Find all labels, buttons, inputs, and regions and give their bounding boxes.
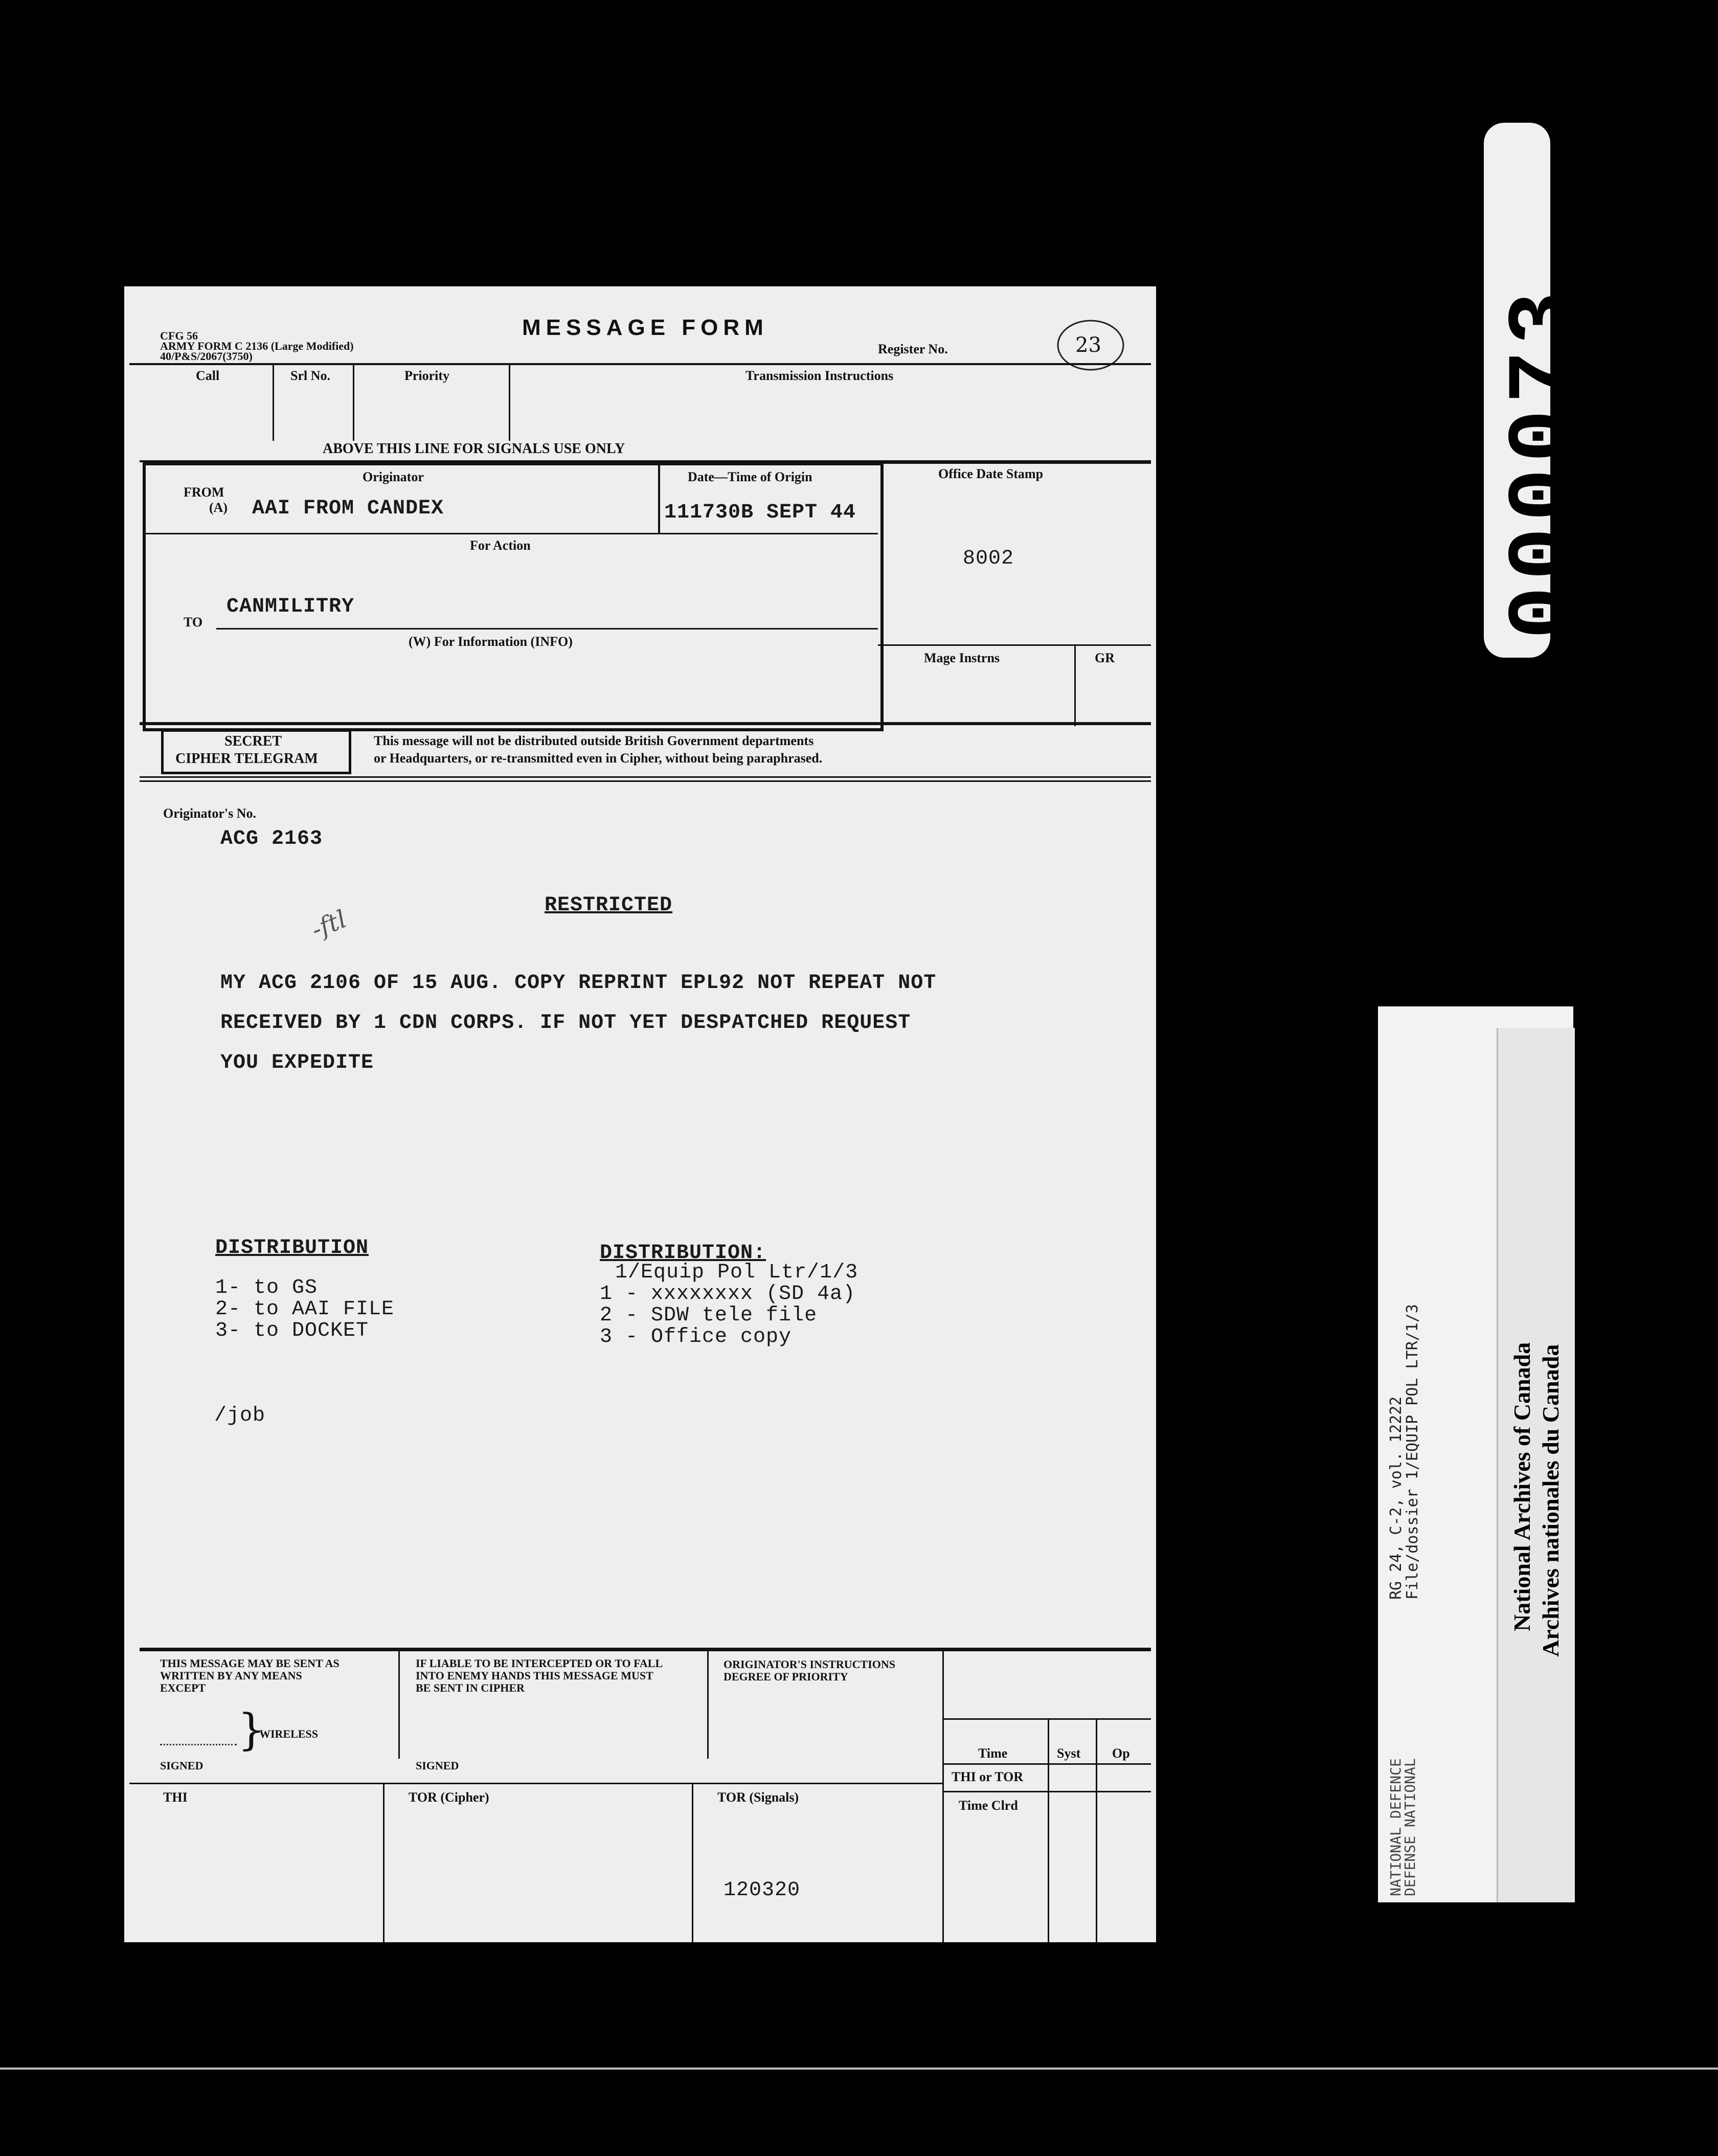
distribution-left-item: 3- to DOCKET [215,1319,369,1342]
transmission-label: Transmission Instructions [745,368,894,383]
print-code: 40/P&S/2067(3750) [160,350,253,363]
degree-of-priority-label: DEGREE OF PRIORITY [724,1670,848,1683]
thi-label: THI [163,1790,188,1805]
divider [509,364,510,441]
divider [398,1651,400,1759]
frame-number-strip [1484,123,1594,658]
time-label: Time [978,1746,1008,1761]
cipher-note-2: INTO ENEMY HANDS THIS MESSAGE MUST [416,1669,653,1682]
form-title: MESSAGE FORM [522,315,768,340]
divider [942,1651,944,1942]
cipher-note-1: IF LIABLE TO BE INTERCEPTED OR TO FALL [416,1657,663,1670]
divider [129,1783,943,1784]
divider [878,462,1151,464]
wireless-label: WIRELESS [259,1727,318,1740]
archives-label-tab [1497,1028,1575,1902]
distribution-right-item: 2 - SDW tele file [600,1304,818,1327]
reference-line-1: RG 24, C-2, vol. 12222 [1387,1396,1405,1600]
gr-label: GR [1095,650,1115,665]
from-label: FROM [184,485,224,500]
originator-instructions-label: ORIGINATOR'S INSTRUCTIONS [724,1658,895,1671]
priority-label: Priority [404,368,450,383]
form-code: CFG 56 [160,329,198,342]
wireless-blank [160,1744,237,1745]
date-time-label: Date—Time of Origin [688,469,812,484]
divider [942,1718,1151,1720]
divider [383,1784,385,1942]
written-note-1: THIS MESSAGE MAY BE SENT AS [160,1657,340,1670]
restricted-label: RESTRICTED [545,894,673,917]
header-rule [129,363,1151,365]
distribution-right-item: 3 - Office copy [600,1326,792,1349]
cipher-note-3: BE SENT IN CIPHER [416,1681,525,1694]
time-clrd-label: Time Clrd [959,1798,1018,1813]
distribution-right-item: 1 - xxxxxxxx (SD 4a) [600,1283,856,1306]
divider [942,1763,1151,1765]
signed-label-right: SIGNED [416,1759,459,1772]
divider [273,364,274,441]
originators-no-label: Originator's No. [163,806,256,821]
syst-label: Syst [1057,1746,1081,1761]
army-form-number: ARMY FORM C 2136 (Large Modified) [160,340,354,352]
department-line-1: NATIONAL DEFENCE [1387,1758,1404,1896]
divider [216,628,878,630]
divider [140,1648,1151,1651]
written-note-3: EXCEPT [160,1681,206,1694]
office-stamp-label: Office Date Stamp [938,466,1044,481]
tor-signals-label: TOR (Signals) [717,1790,799,1805]
info-label: (W) For Information (INFO) [409,634,573,649]
distribution-left-heading: DISTRIBUTION [215,1237,369,1260]
frame-number: 000073 [1494,285,1594,639]
distribution-right-heading: DISTRIBUTION: [600,1242,766,1265]
op-label: Op [1112,1746,1130,1761]
to-label: TO [184,615,203,630]
divider [140,780,1151,782]
divider [707,1651,709,1759]
divider [1096,1718,1097,1942]
divider [658,462,660,534]
signals-only-note: ABOVE THIS LINE FOR SIGNALS USE ONLY [323,441,625,457]
message-line-1: MY ACG 2106 OF 15 AUG. COPY REPRINT EPL92 NOT REPEAT NOT [220,972,937,995]
wireless-brace: } [238,1704,265,1755]
from-sub-label: (A) [209,500,228,515]
divider [1074,644,1076,726]
office-stamp-value: 8002 [963,547,1014,570]
archives-name-en: National Archives of Canada [1509,1342,1535,1631]
divider [140,722,1151,725]
from-value: AAI FROM CANDEX [252,497,444,520]
divider [140,776,1151,778]
secret-label: SECRET [224,733,282,749]
originators-no-value: ACG 2163 [220,827,323,850]
signed-label-left: SIGNED [160,1759,204,1772]
scanner-edge-line [0,2068,1718,2070]
handwritten-initial: -ftl [307,905,351,945]
distribution-left-item: 1- to GS [215,1276,318,1299]
written-note-2: WRITTEN BY ANY MEANS [160,1669,302,1682]
divider [692,1784,693,1942]
typist-initials: /job [214,1404,266,1427]
originator-label: Originator [363,469,424,484]
call-label: Call [196,368,220,383]
srl-no-label: Srl No. [290,368,330,383]
distribution-notice-1: This message will not be distributed outside British Government departments [374,733,814,748]
mage-instrns-label: Mage Instrns [924,650,1000,665]
divider [942,1791,1151,1792]
cipher-telegram-label: CIPHER TELEGRAM [175,751,318,767]
tor-cipher-label: TOR (Cipher) [409,1790,489,1805]
divider [353,364,354,441]
divider [878,644,1151,646]
distribution-left-item: 2- to AAI FILE [215,1298,395,1321]
divider [143,533,878,534]
reference-line-2: File/dossier 1/EQUIP POL LTR/1/3 [1404,1304,1421,1600]
to-value: CANMILITRY [227,595,355,618]
register-mark: 23 [1075,333,1101,357]
tor-signals-value: 120320 [724,1879,801,1902]
register-label: Register No. [878,342,948,356]
message-form [124,286,1156,1942]
divider [1048,1718,1049,1942]
message-line-3: YOU EXPEDITE [220,1051,374,1074]
distribution-right-file: 1/Equip Pol Ltr/1/3 [615,1261,858,1284]
archives-name-fr: Archives nationales du Canada [1538,1344,1564,1657]
for-action-label: For Action [470,538,531,553]
department-line-2: DEFENSE NATIONAL [1401,1758,1418,1896]
thi-or-tor-label: THI or TOR [952,1769,1024,1784]
message-line-2: RECEIVED BY 1 CDN CORPS. IF NOT YET DESPATCHED REQUEST [220,1012,911,1035]
distribution-notice-2: or Headquarters, or re-transmitted even in Cipher, without being paraphrased. [374,751,823,766]
date-time-value: 111730B SEPT 44 [664,501,856,524]
